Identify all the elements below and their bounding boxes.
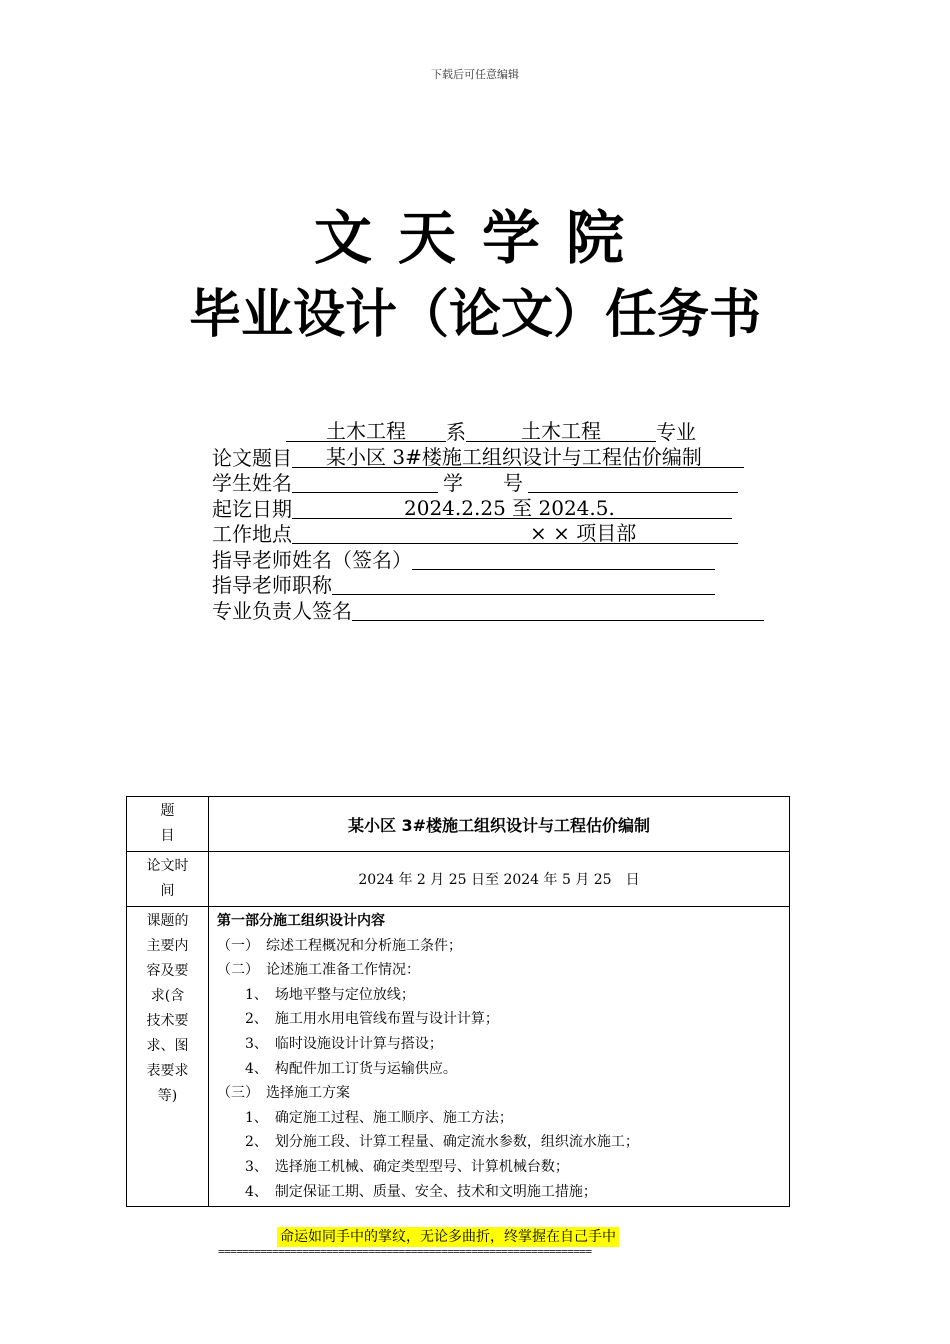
time-row-label-line1: 论文时 [146,858,189,874]
topic-row [212,446,764,472]
part1-heading: 第一部分施工组织设计内容 [217,913,385,929]
date-value: 2024.2.25 至 2024.5. [292,497,732,519]
section-3-item: 1、 确定施工过程、施工顺序、施工方法； [245,1109,513,1126]
advisor-name-label: 指导老师姓名（签名） [212,547,412,572]
location-value: × × 项目部 [292,522,738,544]
section-3-item: 2、 划分施工段、计算工程量、确定流水参数，组织流水施工； [245,1134,639,1151]
document-title: 毕业设计（论文）任务书 [188,285,761,345]
content-table-row [127,907,790,1207]
header-note: 下载后可任意编辑 [431,68,519,81]
section-2-item: 4、 构配件加工订货与运输供应。 [245,1060,457,1077]
department-value: 土木工程 [286,420,446,442]
section-2-item: 3、 临时设施设计计算与搭设； [245,1035,443,1052]
section-3-item: 3、 选择施工机械、确定类型型号、计算机械台数； [245,1158,569,1175]
content-label-line: 主要内 [146,938,189,954]
date-label: 起讫日期 [212,496,292,521]
head-signature-label: 专业负责人签名 [212,598,352,623]
location-label: 工作地点 [212,522,292,546]
section-2-item: 1、 场地平整与定位放线； [245,986,415,1003]
section-3: （三） 选择施工方案 [217,1085,350,1102]
section-2: （二） 论述施工准备工作情况： [217,962,420,979]
topic-table-row [127,797,790,852]
date-row [212,497,764,523]
task-table [126,796,790,1207]
time-row-label-line2: 间 [160,883,175,899]
cover-form [212,420,764,624]
head-signature-blank [352,599,764,621]
content-label-line: 容及要 [146,963,189,979]
time-row-value: 2024 年 2 月 25 日至 2024 年 5 月 25 日 [209,852,790,907]
student-name-label: 学生姓名 [212,471,292,495]
college-title: 文天学院 [313,204,650,272]
content-row-label [127,907,209,1207]
major-label: 专业 [656,420,696,444]
content-label-line: 求(含 [150,988,185,1004]
student-id-label: 学 号 [443,471,523,495]
advisor-title-blank [332,573,715,595]
content-row-value [209,907,790,1207]
major-value: 土木工程 [466,420,656,442]
student-id-value [528,471,738,493]
time-table-row [127,852,790,907]
topic-row-label-line1: 题 [160,803,175,819]
content-label-line: 求、图 [146,1038,189,1054]
department-row [212,420,764,446]
student-name-value [292,471,438,493]
topic-value: 某小区 3#楼施工组织设计与工程估价编制 [292,446,744,468]
topic-label: 论文题目 [212,445,292,470]
topic-row-label-line2: 目 [160,828,175,844]
content-label-line: 表要求 [146,1063,189,1079]
topic-row-value: 某小区 3#楼施工组织设计与工程估价编制 [209,797,790,852]
department-label: 系 [446,420,466,444]
advisor-title-label: 指导老师职称 [212,573,332,597]
section-1: （一） 综述工程概况和分析施工条件； [217,937,462,954]
head-signature-row [212,599,764,625]
location-row [212,522,764,548]
student-row [212,471,764,497]
section-2-item: 2、 施工用水用电管线布置与设计计算； [245,1011,499,1028]
advisor-title-row [212,573,764,599]
content-label-line: 等) [157,1088,178,1104]
time-row-label [127,852,209,907]
footer-motto: 命运如同手中的掌纹，无论多曲折，终掌握在自己手中 [277,1227,619,1247]
advisor-name-blank [412,548,715,570]
footer-divider: ============================================================== [218,1245,592,1258]
topic-row-label [127,797,209,852]
advisor-name-row [212,548,764,574]
content-label-line: 课题的 [146,913,189,929]
content-label-line: 技术要 [146,1013,189,1029]
section-3-item: 4、 制定保证工期、质量、安全、技术和文明施工措施； [245,1183,597,1200]
